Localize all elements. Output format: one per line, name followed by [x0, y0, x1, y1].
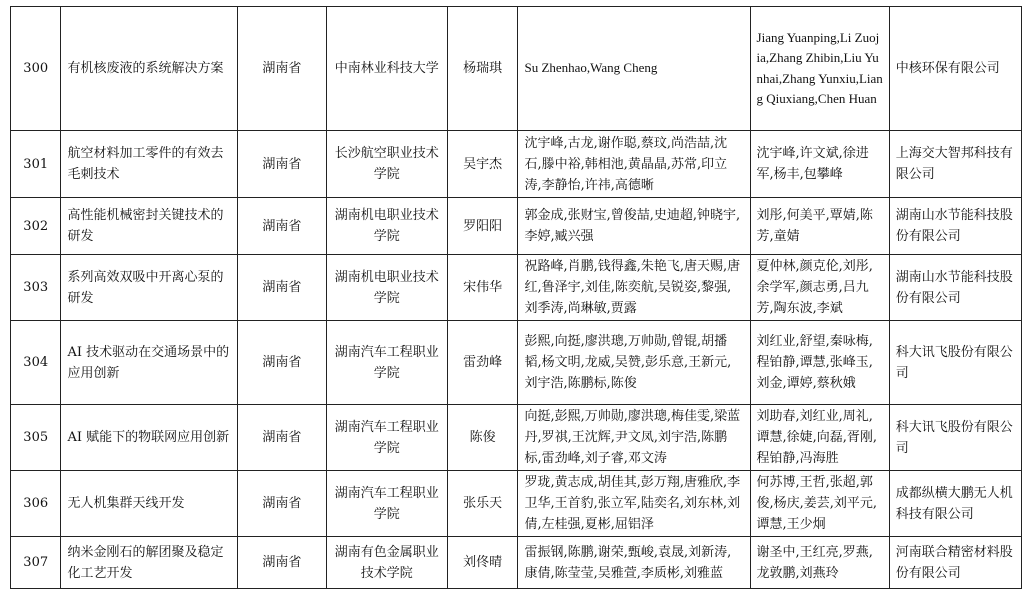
table-row — [11, 255, 1022, 321]
row-number: 305 — [11, 405, 61, 471]
partner-company: 成都纵横大鹏无人机科技有限公司 — [889, 471, 1021, 537]
province: 湖南省 — [238, 537, 327, 589]
province: 湖南省 — [238, 321, 327, 405]
advisors: 夏仲林,颜克伦,刘彤,余学军,颜志勇,吕九芳,陶东波,李斌 — [750, 255, 889, 321]
applicant-unit: 湖南有色金属职业技术学院 — [326, 537, 447, 589]
partner-company: 中核环保有限公司 — [889, 7, 1021, 131]
applicant-unit: 湖南机电职业技术学院 — [326, 198, 447, 255]
partner-company: 科大讯飞股份有限公司 — [889, 405, 1021, 471]
advisors: 刘彤,何美平,覃婧,陈芳,童婧 — [750, 198, 889, 255]
team-members: Su Zhenhao,Wang Cheng — [518, 7, 750, 131]
advisors: Jiang Yuanping,Li Zuojia,Zhang Zhibin,Liu Yunhai,Zhang Yunxiu,Liang Qiuxiang,Chen Huan — [750, 7, 889, 131]
team-members: 郭金成,张财宝,曾俊喆,史迪超,钟晓宇,李婷,臧兴强 — [518, 198, 750, 255]
partner-company: 上海交大智邦科技有限公司 — [889, 131, 1021, 198]
project-name: 纳米金刚石的解团聚及稳定化工艺开发 — [61, 537, 238, 589]
project-name: 航空材料加工零件的有效去毛刺技术 — [61, 131, 238, 198]
project-leader: 宋伟华 — [447, 255, 518, 321]
project-leader: 陈俊 — [447, 405, 518, 471]
partner-company: 科大讯飞股份有限公司 — [889, 321, 1021, 405]
applicant-unit: 长沙航空职业技术学院 — [326, 131, 447, 198]
table-row — [11, 405, 1022, 471]
province: 湖南省 — [238, 405, 327, 471]
applicant-unit: 湖南汽车工程职业学院 — [326, 471, 447, 537]
advisors: 刘助春,刘红业,周礼,谭慧,徐婕,向磊,胥刚,程铂静,冯海胜 — [750, 405, 889, 471]
team-members: 向挺,彭熙,万帅勋,廖洪璁,梅佳雯,梁蓝丹,罗祺,王沈辉,尹文凤,刘宇浩,陈鹏标,雷劲峰,刘子睿,邓文涛 — [518, 405, 750, 471]
table-row — [11, 537, 1022, 589]
table-row — [11, 471, 1022, 537]
project-name: 无人机集群天线开发 — [61, 471, 238, 537]
province: 湖南省 — [238, 7, 327, 131]
project-leader: 张乐天 — [447, 471, 518, 537]
row-number: 301 — [11, 131, 61, 198]
team-members: 雷振钢,陈鹏,谢荣,甄峻,袁晟,刘新涛,康倩,陈莹莹,吴雅萱,李质彬,刘雅蓝 — [518, 537, 750, 589]
project-name: 有机核废液的系统解决方案 — [61, 7, 238, 131]
applicant-unit: 湖南机电职业技术学院 — [326, 255, 447, 321]
province: 湖南省 — [238, 131, 327, 198]
row-number: 300 — [11, 7, 61, 131]
table-row — [11, 7, 1022, 131]
partner-company: 河南联合精密材料股份有限公司 — [889, 537, 1021, 589]
advisors: 何苏博,王哲,张超,郭俊,杨庆,姜芸,刘平元,谭慧,王少炯 — [750, 471, 889, 537]
team-members: 彭熙,向挺,廖洪璁,万帅勋,曾锟,胡播韬,杨文明,龙威,吴赞,彭乐意,王新元,刘宇浩,陈鹏标,陈俊 — [518, 321, 750, 405]
partner-company: 湖南山水节能科技股份有限公司 — [889, 255, 1021, 321]
row-number: 302 — [11, 198, 61, 255]
province: 湖南省 — [238, 255, 327, 321]
project-leader: 雷劲峰 — [447, 321, 518, 405]
advisors: 谢圣中,王红亮,罗燕,龙敦鹏,刘燕玲 — [750, 537, 889, 589]
table-row — [11, 131, 1022, 198]
row-number: 306 — [11, 471, 61, 537]
project-leader: 刘佟晴 — [447, 537, 518, 589]
applicant-unit: 中南林业科技大学 — [326, 7, 447, 131]
project-leader: 杨瑞琪 — [447, 7, 518, 131]
row-number: 307 — [11, 537, 61, 589]
team-members: 祝路峰,肖鹏,钱得鑫,朱艳飞,唐天赐,唐红,鲁泽宇,刘佳,陈奕航,吴锐姿,黎强,刘季涛,尚琳敏,贾露 — [518, 255, 750, 321]
province: 湖南省 — [238, 471, 327, 537]
province: 湖南省 — [238, 198, 327, 255]
advisors: 刘红业,舒望,秦咏梅,程铂静,谭慧,张峰玉,刘金,谭婷,蔡秋娥 — [750, 321, 889, 405]
project-table — [10, 6, 1022, 589]
table-row — [11, 321, 1022, 405]
row-number: 304 — [11, 321, 61, 405]
project-leader: 罗阳阳 — [447, 198, 518, 255]
applicant-unit: 湖南汽车工程职业学院 — [326, 321, 447, 405]
applicant-unit: 湖南汽车工程职业学院 — [326, 405, 447, 471]
partner-company: 湖南山水节能科技股份有限公司 — [889, 198, 1021, 255]
project-name: 高性能机械密封关键技术的研发 — [61, 198, 238, 255]
advisors: 沈宇峰,许文斌,徐进军,杨丰,包攀峰 — [750, 131, 889, 198]
team-members: 罗珑,黄志成,胡佳其,彭万翔,唐雅欣,李卫华,王首豹,张立军,陆奕名,刘东林,刘倩,左桂强,夏彬,屈铝泽 — [518, 471, 750, 537]
row-number: 303 — [11, 255, 61, 321]
project-name: AI 赋能下的物联网应用创新 — [61, 405, 238, 471]
team-members: 沈宇峰,古龙,谢作聪,蔡玟,尚浩喆,沈石,滕中裕,韩相池,黄晶晶,苏常,印立涛,李静怡,许祎,高德晰 — [518, 131, 750, 198]
project-name: 系列高效双吸中开离心泵的研发 — [61, 255, 238, 321]
table-row — [11, 198, 1022, 255]
project-leader: 吴宇杰 — [447, 131, 518, 198]
project-name: AI 技术驱动在交通场景中的应用创新 — [61, 321, 238, 405]
